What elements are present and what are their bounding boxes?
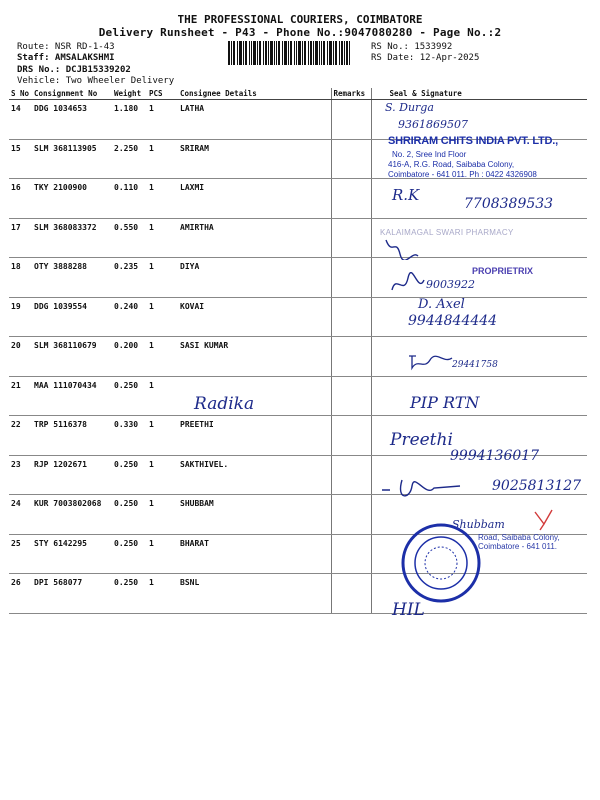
cell-pcs: 1	[147, 376, 178, 416]
handwritten-phone: 9025813127	[492, 478, 582, 494]
cell-weight: 0.200	[112, 337, 147, 377]
col-seal: Seal & Signature	[371, 88, 587, 100]
cell-consignment: DPI 568077	[32, 574, 112, 614]
cell-consignee: SHUBBAM	[178, 495, 331, 535]
cell-consignee	[178, 376, 331, 416]
vehicle-label: Vehicle: Two Wheeler Delivery	[17, 76, 175, 86]
cell-weight: 0.250	[112, 455, 147, 495]
col-consignment: Consignment No	[32, 88, 112, 100]
cell-weight: 1.180	[112, 100, 147, 140]
cell-consignee: SRIRAM	[178, 139, 331, 179]
cell-remarks	[331, 218, 371, 258]
cell-sno: 21	[9, 376, 32, 416]
handwritten-consignee: Radika	[194, 394, 255, 414]
cell-consignee: DIYA	[178, 258, 331, 298]
handwritten-signature: R.K	[392, 186, 420, 204]
col-sno: S No	[9, 88, 32, 100]
cell-sno: 25	[9, 534, 32, 574]
cell-remarks	[331, 574, 371, 614]
handwritten-phone: 9003922	[426, 278, 475, 291]
cell-consignment: KUR 7003802068	[32, 495, 112, 535]
handwritten-signature: Preethi	[390, 430, 453, 450]
cell-remarks	[331, 416, 371, 456]
cell-remarks	[331, 297, 371, 337]
cell-remarks	[331, 376, 371, 416]
cell-consignment: OTY 3888288	[32, 258, 112, 298]
cell-signature	[371, 297, 587, 337]
table-row	[9, 218, 587, 258]
cell-consignment: DDG 1034653	[32, 100, 112, 140]
handwritten-signature: D. Axel	[418, 297, 465, 312]
cell-consignment: STY 6142295	[32, 534, 112, 574]
stamp-line: 416-A, R.G. Road, Saibaba Colony,	[388, 160, 515, 169]
cell-consignment: SLM 368113905	[32, 139, 112, 179]
rs-number: RS No.: 1533992	[371, 42, 453, 52]
cell-sno: 22	[9, 416, 32, 456]
col-remarks: Remarks	[331, 88, 371, 100]
cell-consignment: TKY 2100900	[32, 179, 112, 219]
cell-remarks	[331, 139, 371, 179]
cell-weight: 0.250	[112, 495, 147, 535]
cell-weight: 0.110	[112, 179, 147, 219]
staff-label: Staff: AMSALAKSHMI	[17, 53, 115, 63]
cell-pcs: 1	[147, 139, 178, 179]
cell-consignee: LAXMI	[178, 179, 331, 219]
cell-consignee: SASI KUMAR	[178, 337, 331, 377]
faded-stamp: KALAIMAGAL SWARI PHARMACY	[380, 228, 514, 237]
col-consignee: Consignee Details	[178, 88, 331, 100]
cell-pcs: 1	[147, 416, 178, 456]
handwritten-signature: Shubbam	[452, 518, 505, 531]
table-row	[9, 258, 587, 298]
cell-remarks	[331, 534, 371, 574]
cell-consignment: SLM 368110679	[32, 337, 112, 377]
company-title: THE PROFESSIONAL COURIERS, COIMBATORE	[177, 13, 423, 26]
stamp-line: Coimbatore - 641 011. Ph : 0422 4326908	[388, 170, 537, 179]
table-row	[9, 337, 587, 377]
cell-pcs: 1	[147, 100, 178, 140]
stamp-address: Road, Saibaba Colony, Coimbatore - 641 011.	[478, 533, 560, 551]
cell-remarks	[331, 179, 371, 219]
table-row	[9, 495, 587, 535]
cell-consignment: SLM 368083372	[32, 218, 112, 258]
route-label: Route: NSR RD-1-43	[17, 42, 115, 52]
cell-consignee: KOVAI	[178, 297, 331, 337]
table-row	[9, 416, 587, 456]
cell-signature	[371, 376, 587, 416]
cell-sno: 24	[9, 495, 32, 535]
cell-consignment: TRP 5116378	[32, 416, 112, 456]
cell-weight: 0.240	[112, 297, 147, 337]
handwritten-phone: 9361869507	[398, 118, 468, 131]
handwritten-phone: 9994136017	[450, 448, 540, 464]
cell-sno: 15	[9, 139, 32, 179]
handwritten-phone: 7708389533	[464, 196, 554, 212]
cell-sno: 23	[9, 455, 32, 495]
cell-remarks	[331, 495, 371, 535]
cell-consignee: SAKTHIVEL.	[178, 455, 331, 495]
signature-scribble	[380, 476, 470, 504]
col-pcs: PCS	[147, 88, 178, 100]
col-weight: Weight	[112, 88, 147, 100]
proprietrix-stamp: PROPRIETRIX	[472, 266, 534, 276]
handwritten-phone: 29441758	[452, 360, 498, 370]
stamp-line: No. 2, Sree Ind Floor	[392, 150, 467, 159]
cell-weight: 0.330	[112, 416, 147, 456]
cell-consignee: BHARAT	[178, 534, 331, 574]
company-stamp	[382, 130, 582, 182]
cell-pcs: 1	[147, 495, 178, 535]
handwritten-name: S. Durga	[385, 101, 434, 114]
table-row	[9, 455, 587, 495]
rs-date: RS Date: 12-Apr-2025	[371, 53, 480, 63]
cell-sno: 20	[9, 337, 32, 377]
cell-pcs: 1	[147, 218, 178, 258]
handwritten-signature: PIP RTN	[410, 393, 480, 412]
cell-consignment: DDG 1039554	[32, 297, 112, 337]
cell-consignment: MAA 111070434	[32, 376, 112, 416]
handwritten-signature: HIL	[392, 600, 425, 620]
cell-weight: 0.235	[112, 258, 147, 298]
red-check-mark	[532, 508, 556, 532]
cell-weight: 0.550	[112, 218, 147, 258]
cell-consignment: RJP 1202671	[32, 455, 112, 495]
cell-pcs: 1	[147, 297, 178, 337]
cell-sno: 26	[9, 574, 32, 614]
cell-remarks	[331, 100, 371, 140]
cell-signature	[371, 337, 587, 377]
cell-pcs: 1	[147, 534, 178, 574]
cell-consignee: LATHA	[178, 100, 331, 140]
barcode	[228, 41, 350, 65]
drs-label: DRS No.: DCJB15339202	[17, 65, 131, 75]
table-row	[9, 297, 587, 337]
cell-sno: 16	[9, 179, 32, 219]
cell-remarks	[331, 455, 371, 495]
round-seal	[400, 522, 482, 604]
cell-remarks	[331, 258, 371, 298]
stamp-line: SHRIRAM CHITS INDIA PVT. LTD.,	[388, 135, 559, 147]
table-row	[9, 179, 587, 219]
table-header-row	[9, 88, 587, 100]
runsheet-subtitle: Delivery Runsheet - P43 - Phone No.:9047080280 - Page No.:2	[98, 26, 502, 39]
signature-scribble	[382, 236, 422, 260]
cell-weight: 0.250	[112, 376, 147, 416]
cell-pcs: 1	[147, 574, 178, 614]
cell-pcs: 1	[147, 455, 178, 495]
table-row	[9, 376, 587, 416]
cell-sno: 19	[9, 297, 32, 337]
cell-signature	[371, 179, 587, 219]
handwritten-phone: 9944844444	[408, 313, 498, 329]
signature-scribble	[406, 350, 456, 372]
cell-signature	[371, 416, 587, 456]
cell-weight: 0.250	[112, 574, 147, 614]
cell-pcs: 1	[147, 337, 178, 377]
cell-weight: 0.250	[112, 534, 147, 574]
cell-consignee: AMIRTHA	[178, 218, 331, 258]
signature-scribble	[388, 272, 428, 298]
cell-pcs: 1	[147, 258, 178, 298]
cell-sno: 18	[9, 258, 32, 298]
cell-sno: 14	[9, 100, 32, 140]
cell-weight: 2.250	[112, 139, 147, 179]
cell-pcs: 1	[147, 179, 178, 219]
cell-consignee: BSNL	[178, 574, 331, 614]
cell-consignee: PREETHI	[178, 416, 331, 456]
cell-sno: 17	[9, 218, 32, 258]
cell-remarks	[331, 337, 371, 377]
table-row	[9, 574, 587, 614]
